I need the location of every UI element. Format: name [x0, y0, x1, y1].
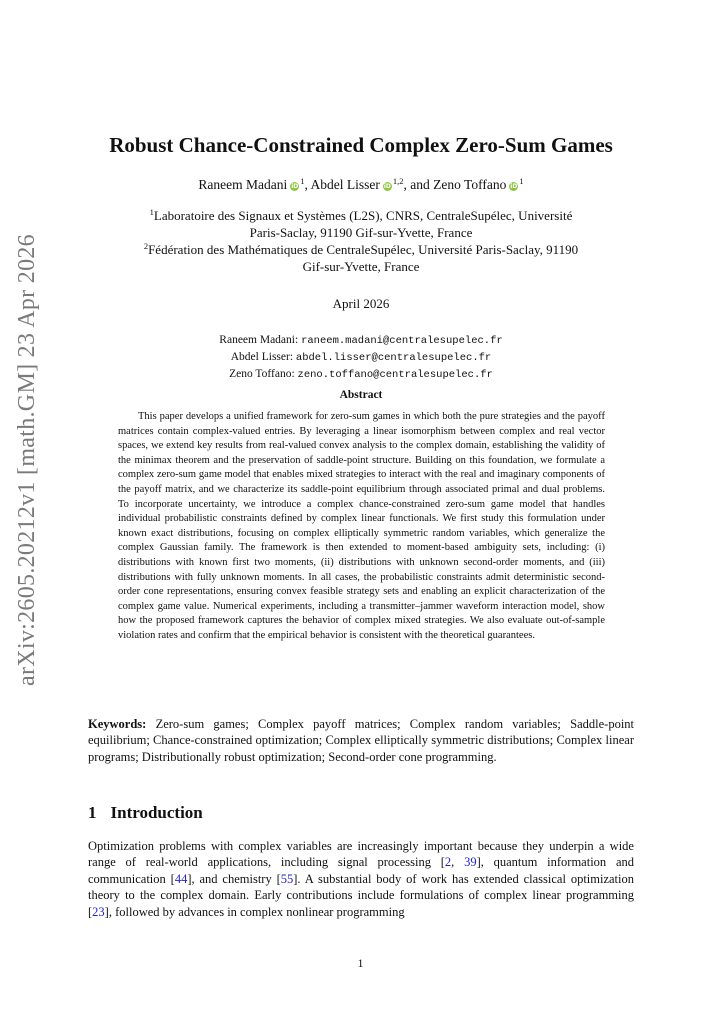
- email-row: Zeno Toffano: zeno.toffano@centralesupelec.fr: [229, 368, 493, 381]
- citation-link[interactable]: 55: [280, 871, 294, 886]
- keywords-text: Zero-sum games; Complex payoff matrices; Complex random variables; Saddle-point equilibrium; Chance-constrained optimization; Complex elliptically symmetric distributions; Complex linear programs; Distributionally robust optimization; Second-order cone programming.: [88, 717, 635, 764]
- orcid-icon[interactable]: iD: [383, 183, 391, 190]
- section-heading: [88, 803, 634, 823]
- affiliation-2: $^2$Fédération des Mathématiques de CentraleSupélec, Université Paris-Saclay, 91190 Gif-sur-Yvette, France: [143, 241, 579, 274]
- citation-link[interactable]: 39: [464, 855, 477, 870]
- keywords-label: Keywords:: [88, 717, 147, 731]
- citation-link[interactable]: 23: [92, 904, 105, 919]
- intro-paragraph: Optimization problems with complex variables are increasingly important because they underpin a wide range of real-world applications, including signal processing [2, 39], quantum information and communication [44], and chemistry [55]. A substantial body of work has extended classical optimization theory to the complex domain. Early contributions include formulations of complex linear programming [23], followed by advances in complex nonlinear programming: [88, 839, 634, 919]
- paper-title: Robust Chance-Constrained Complex Zero-Sum Games: [109, 133, 613, 157]
- citation-link[interactable]: 2: [444, 855, 452, 870]
- author-name: Raneem Madani: [198, 177, 288, 192]
- email-link[interactable]: zeno.toffano@centralesupelec.fr: [297, 369, 493, 381]
- email-row: Abdel Lisser: abdel.lisser@centralesupelec.fr: [230, 351, 492, 364]
- author-affil-sup: 1: [300, 176, 305, 186]
- abstract-body: This paper develops a unified framework for zero-sum games in which both the pure strategies and the payoff matrices contain complex-valued entries. By leveraging a linear isomorphism between complex and real vector spaces, we extend key results from real-valued convex analysis to the complex domain, establishing the validity of the minimax theorem and the preservation of saddle-point structure. Building on this foundation, we formulate a complex zero-sum game model that enables mixed strategies to interact with the real and imaginary components of the payoff matrix, and we characterize its saddle-point equilibrium through associated primal and dual problems. To incorporate uncertainty, we introduce a complex chance-constrained zero-sum game model that handles individual probabilistic constraints defined by complex linear functionals. We first study this formulation under known exact distributions, focusing on complex elliptically symmetric random variables, which generalize the complex Gaussian family. The framework is then extended to moment-based ambiguity sets, including: (i) distributions with known first two moments, (ii) distributions with unknown second-order moments, and (iii) distributions with fully unknown moments. In all cases, the probabilistic constraints admit deterministic second-order cone representations, ensuring convex feasible strategy sets and enabling an explicit characterization of the complex game value. Numerical experiments, including a transmitter–jammer waveform interaction model, show how the proposed framework captures the behavior of complex mixed strategies. We also evaluate out-of-sample violation rates and confirm that the empirical behavior is consistent with the theoretical guarantees.: [118, 411, 605, 641]
- arxiv-stamp-text: arXiv:2605.20212v1 [math.GM] 23 Apr 2026: [14, 234, 40, 686]
- orcid-icon[interactable]: iD: [291, 183, 299, 190]
- email-link[interactable]: abdel.lisser@centralesupelec.fr: [295, 352, 492, 364]
- abstract-heading: Abstract: [339, 389, 383, 401]
- orcid-icon[interactable]: iD: [510, 183, 518, 190]
- publication-date: April 2026: [332, 296, 390, 311]
- citation-link[interactable]: 44: [174, 871, 188, 886]
- author-name: Zeno Toffano: [433, 177, 507, 192]
- author-list: Raneem Madani $iD^1$, Abdel Lisser iD$^{1,2}$, and Zeno Toffano $iD^1$: [198, 176, 524, 192]
- section-title: Introduction: [110, 803, 203, 822]
- email-list: [88, 332, 634, 383]
- keywords: [88, 716, 634, 765]
- page-number: 1: [357, 956, 364, 970]
- author-name: Abdel Lisser: [310, 177, 380, 192]
- affiliation-1: $^1$Laboratoire des Signaux et Systèmes (L2S), CNRS, CentraleSupélec, Université Paris-Saclay, 91190 Gif-sur-Yvette, France: [149, 207, 573, 240]
- email-link[interactable]: raneem.madani@centralesupelec.fr: [301, 335, 503, 347]
- author-affil-sup: 1,2: [392, 176, 404, 186]
- author-affil-sup: 1: [519, 176, 524, 186]
- section-number: 1: [88, 803, 97, 822]
- email-row: Raneem Madani: raneem.madani@centralesupelec.fr: [219, 334, 503, 347]
